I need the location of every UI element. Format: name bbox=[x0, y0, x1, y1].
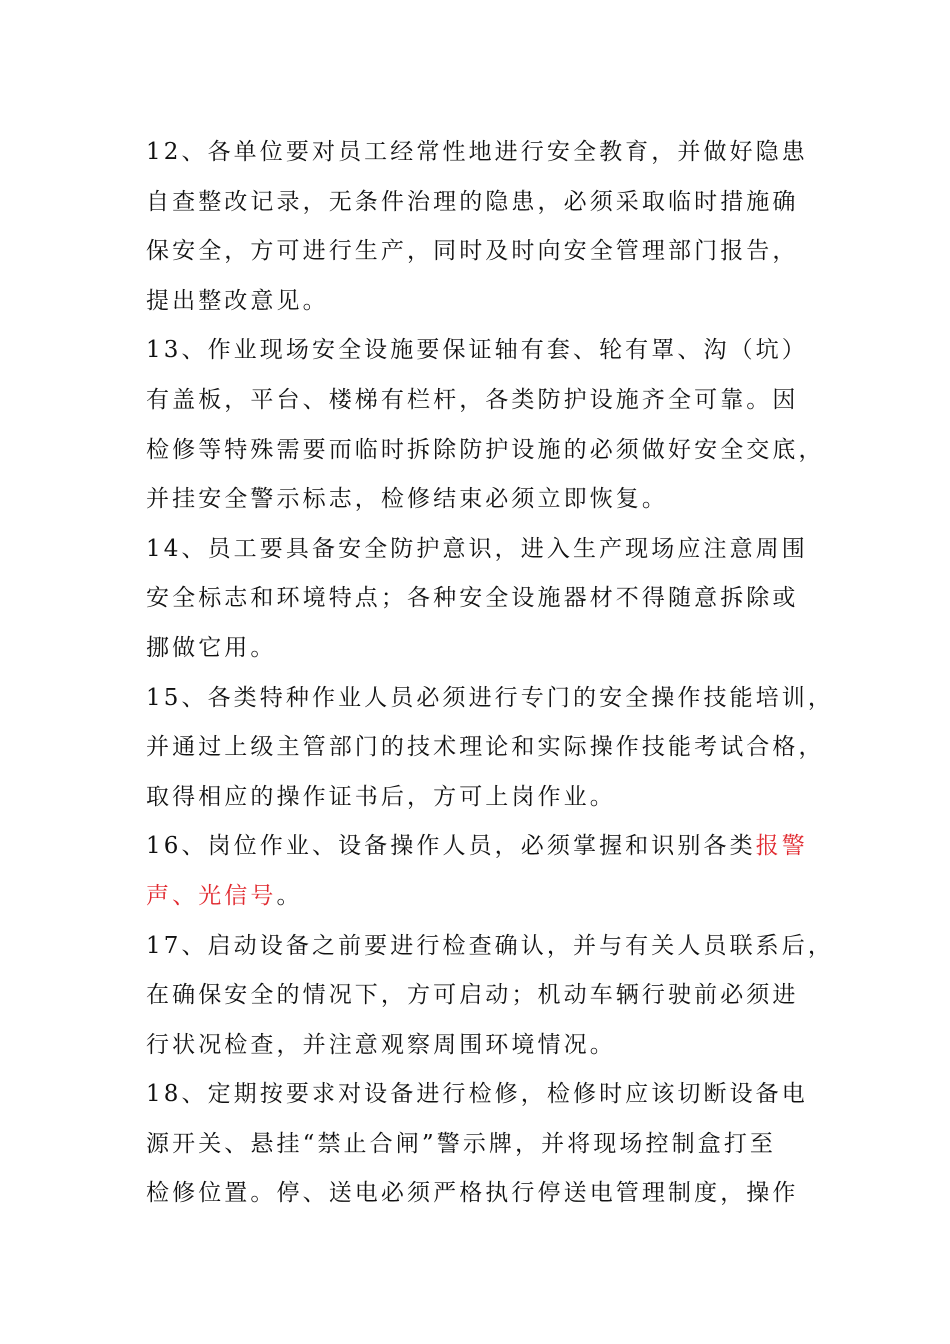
text-line: 12、各单位要对员工经常性地进行安全教育，并做好隐患 bbox=[146, 139, 808, 165]
text-segment: 16、岗位作业、设备操作人员，必须掌握和识别各类 bbox=[146, 833, 756, 860]
text-line: 安全标志和环境特点；各种安全设施器材不得随意拆除或 bbox=[146, 585, 799, 612]
text-line: 提出整改意见。 bbox=[146, 287, 329, 314]
text-line: 15、各类特种作业人员必须进行专门的安全操作技能培训， bbox=[146, 684, 834, 711]
text-line bbox=[146, 872, 801, 922]
text-line: 并挂安全警示标志，检修结束必须立即恢复。 bbox=[146, 486, 668, 513]
text-line: 在确保安全的情况下，方可启动；机动车辆行驶前必须进 bbox=[146, 982, 799, 1009]
text-line: 18、定期按要求对设备进行检修，检修时应该切断设备电 bbox=[146, 1081, 808, 1108]
highlighted-text: 声、光信号 bbox=[146, 882, 277, 909]
document-body bbox=[146, 128, 834, 1219]
text-line: 13、作业现场安全设施要保证轴有套、轮有罩、沟（坑） bbox=[146, 337, 808, 364]
text-line: 源开关、悬挂“禁止合闸”警示牌，并将现场控制盒打至 bbox=[146, 1130, 777, 1157]
text-line: 检修等特殊需要而临时拆除防护设施的必须做好安全交底， bbox=[146, 436, 825, 463]
text-line: 挪做它用。 bbox=[146, 634, 277, 661]
text-line: 并通过上级主管部门的技术理论和实际操作技能考试合格， bbox=[146, 734, 825, 761]
text-line: 17、启动设备之前要进行检查确认，并与有关人员联系后， bbox=[146, 932, 834, 959]
text-line: 有盖板，平台、楼梯有栏杆，各类防护设施齐全可靠。因 bbox=[146, 386, 799, 413]
text-line: 自查整改记录，无条件治理的隐患，必须采取临时措施确 bbox=[146, 188, 799, 215]
highlighted-text: 报警 bbox=[755, 833, 808, 860]
text-line: 检修位置。停、送电必须严格执行停送电管理制度，操作 bbox=[146, 1180, 799, 1207]
text-line: 取得相应的操作证书后，方可上岗作业。 bbox=[146, 783, 616, 810]
text-line: 行状况检查，并注意观察周围环境情况。 bbox=[146, 1031, 616, 1058]
text-line: 14、员工要具备安全防护意识，进入生产现场应注意周围 bbox=[146, 535, 808, 562]
text-segment: 。 bbox=[276, 882, 303, 909]
text-line: 保安全，方可进行生产，同时及时向安全管理部门报告， bbox=[146, 238, 799, 265]
text-line bbox=[146, 822, 808, 872]
